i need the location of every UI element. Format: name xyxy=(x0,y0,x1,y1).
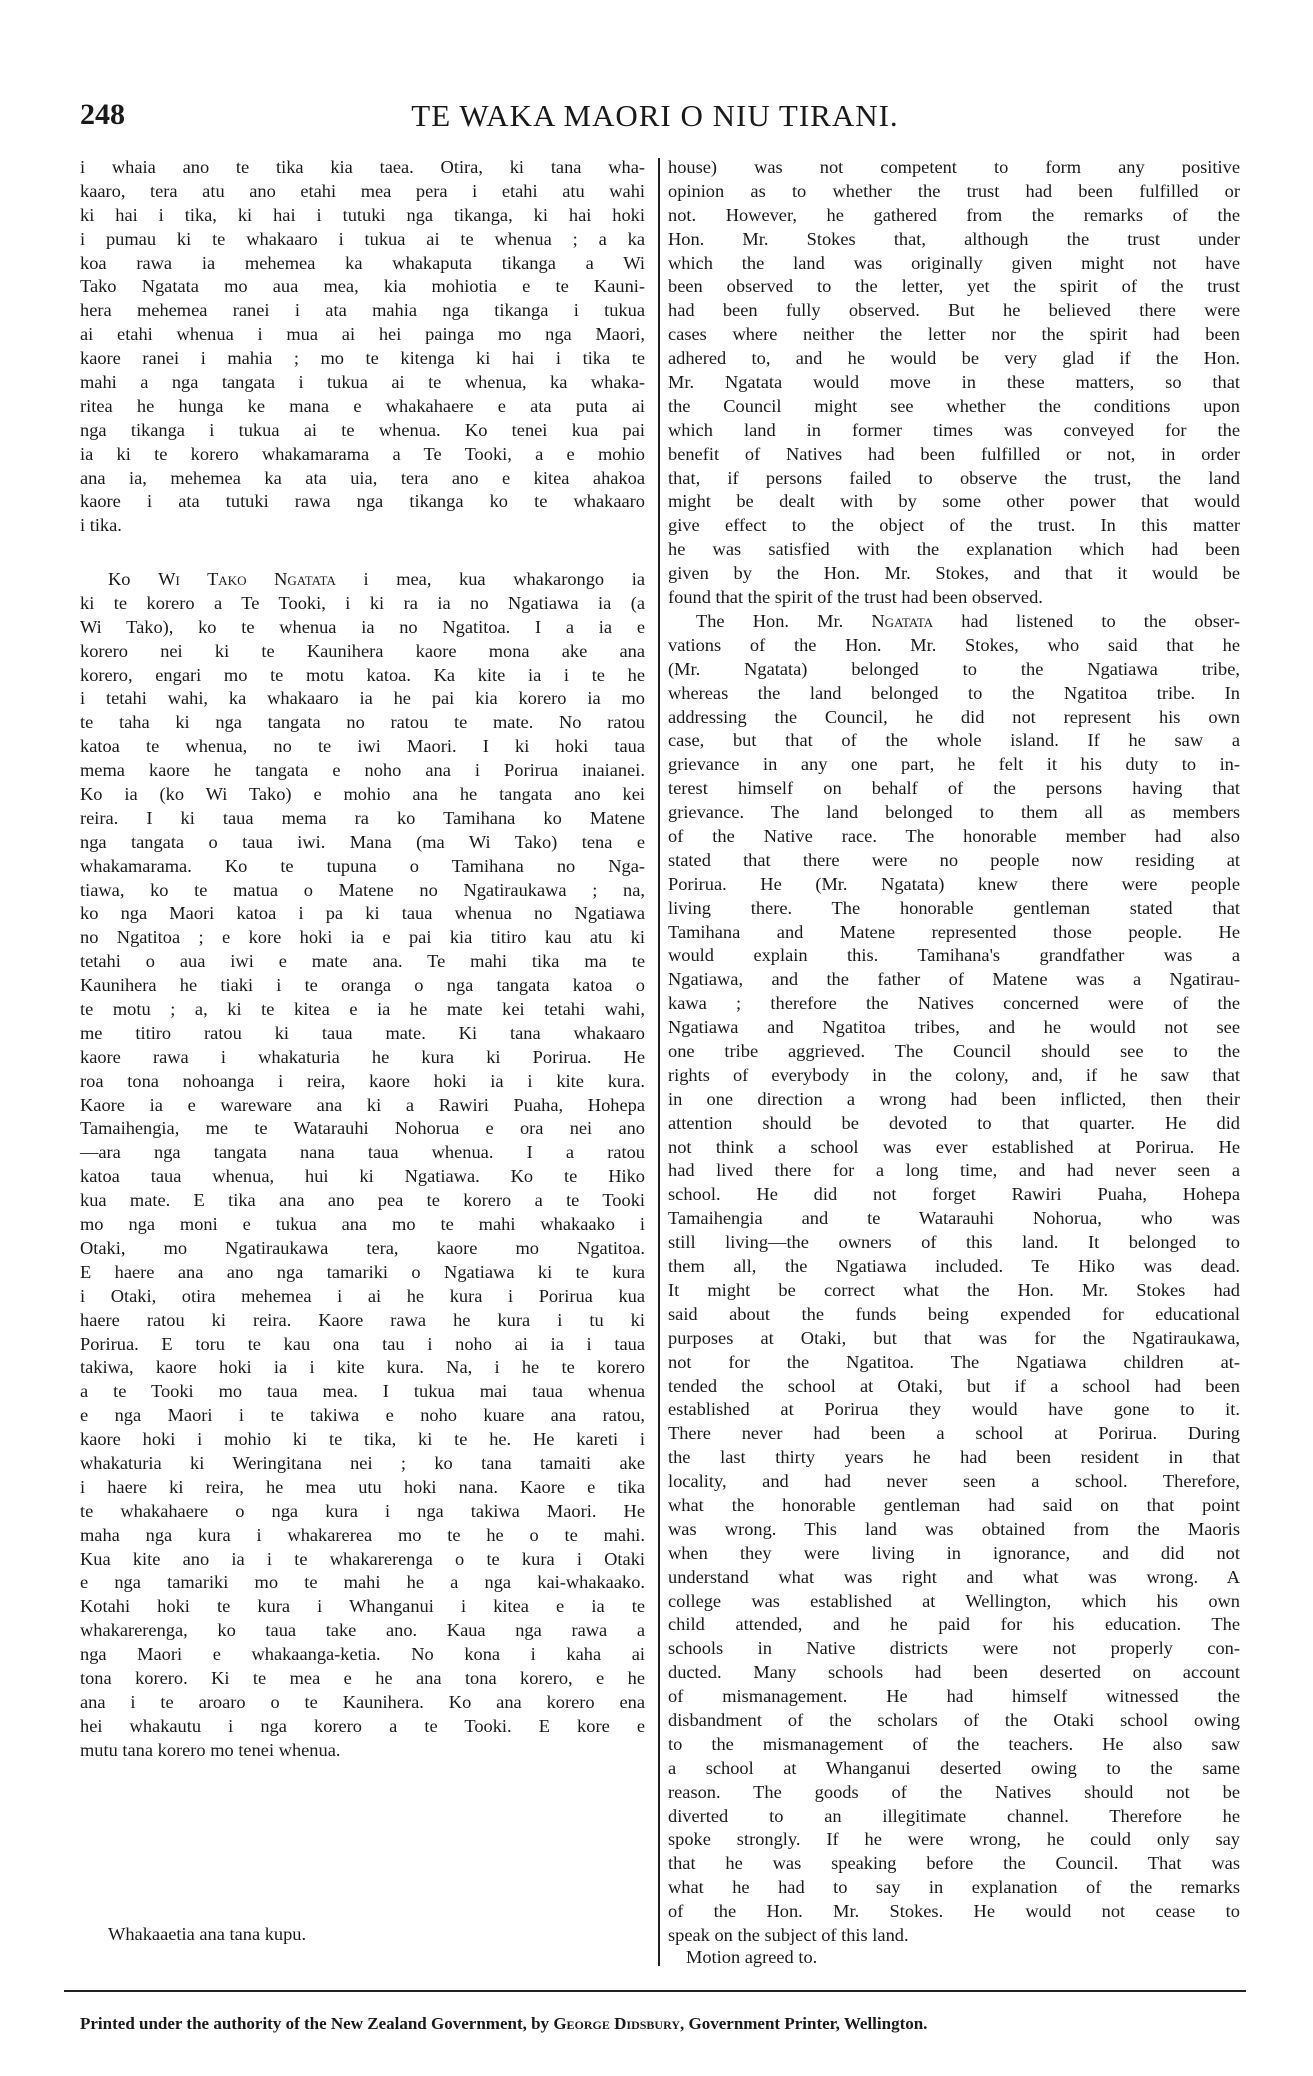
text-line: said about the funds being expended for educational xyxy=(668,1303,1240,1324)
text-line: one tribe aggrieved. The Council should see to the xyxy=(668,1041,1240,1062)
text-line: reason. The goods of the Natives should not be xyxy=(668,1781,1240,1802)
text-line: roa tona nohoanga i reira, kaore hoki ia i kite kura. xyxy=(80,1070,645,1091)
text-line: kaore i ata tutuki rawa nga tikanga ko te whakaaro xyxy=(80,491,645,512)
text-line: was wrong. This land was obtained from the Maoris xyxy=(668,1518,1240,1539)
text-line: Ko ia (ko Wi Tako) e mohio ana he tangata ano kei xyxy=(80,784,645,805)
text-line: whereas the land belonged to the Ngatitoa tribe. In xyxy=(668,682,1240,703)
text-line: tiawa, ko te matua o Matene no Ngatiraukawa ; na, xyxy=(80,879,645,900)
text-line: It might be correct what the Hon. Mr. Stokes had xyxy=(668,1279,1240,1300)
text-line: hera mehemea ranei i ata mahia nga tikanga i tukua xyxy=(80,300,645,321)
text-line: te taha ki nga tangata no ratou te mate. No ratou xyxy=(80,712,645,733)
text-line: Tako Ngatata mo aua mea, kia mohiotia e te Kauni- xyxy=(80,276,645,297)
text-line: —ara nga tangata nana taua whenua. I a ratou xyxy=(80,1142,645,1163)
text-line: nga tikanga i tukua ai te whenua. Ko tenei kua pai xyxy=(80,419,645,440)
text-line: ducted. Many schools had been deserted on account xyxy=(668,1662,1240,1683)
text-line: korero, engari mo te motu katoa. Ka kite ia i te he xyxy=(80,664,645,685)
text-line: give effect to the object of the trust. In this matter xyxy=(668,515,1240,536)
text-line: he was satisfied with the explanation which had been xyxy=(668,539,1240,560)
text-line: adhered to, and he would be very glad if the Hon. xyxy=(668,348,1240,369)
text-line: i pumau ki te whakaaro i tukua ai te whenua ; a ka xyxy=(80,228,645,249)
text-line: schools in Native districts were not properly con- xyxy=(668,1638,1240,1659)
text-line: the last thirty years he had been resident in that xyxy=(668,1447,1240,1468)
text-line: ana i te aroaro o te Kaunihera. Ko ana korero ena xyxy=(80,1691,645,1712)
text-line xyxy=(80,568,645,592)
text-line: not think a school was ever established at Porirua. He xyxy=(668,1136,1240,1157)
text-line: understand what was right and what was wrong. A xyxy=(668,1566,1240,1587)
text-line: to the mismanagement of the teachers. He also saw xyxy=(668,1733,1240,1754)
text-line: purposes at Otaki, but that was for the Ngatiraukawa, xyxy=(668,1327,1240,1348)
text-line: ko nga Maori katoa i pa ki taua whenua no Ngatiawa xyxy=(80,903,645,924)
text-line: child attended, and he paid for his education. The xyxy=(668,1614,1240,1635)
text-line: not. However, he gathered from the remarks of the xyxy=(668,204,1240,225)
imprint-text-end: , Government Printer, Wellington. xyxy=(680,2014,928,2033)
text-line: kaore rawa i whakaturia he kura ki Porirua. He xyxy=(80,1046,645,1067)
text-line: nga tangata o taua iwi. Mana (ma Wi Tako) tena e xyxy=(80,831,645,852)
text-line: mutu tana korero mo tenei whenua. xyxy=(80,1739,341,1760)
text-line: benefit of Natives had been fulfilled or not, in order xyxy=(668,443,1240,464)
text-line: i haere ki reira, he mea utu hoki nana. Kaore e tika xyxy=(80,1476,645,1497)
text-line: had lived there for a long time, and had never seen a xyxy=(668,1160,1240,1181)
text-line: kawa ; therefore the Natives concerned were of the xyxy=(668,993,1240,1014)
text-line: e nga tamariki mo te mahi he a nga kai-whakaako. xyxy=(80,1572,645,1593)
text-line: attention should be devoted to that quarter. He did xyxy=(668,1112,1240,1133)
speaker-name: Ngatata xyxy=(871,611,934,631)
speaker-name: Wi Tako Ngatata xyxy=(158,569,336,589)
text-line: them all, the Ngatiawa included. Te Hiko was dead. xyxy=(668,1256,1240,1277)
text-line: vations of the Hon. Mr. Stokes, who said that he xyxy=(668,634,1240,655)
text-line: of the Native race. The honorable member had also xyxy=(668,826,1240,847)
left-column-closing: Whakaaetia ana tana kupu. xyxy=(108,1924,307,1944)
text-line: a te Tooki mo taua mea. I tukua mai taua whenua xyxy=(80,1381,645,1402)
text-line: whakamarama. Ko te tupuna o Tamihana no Nga- xyxy=(80,855,645,876)
text-line: had been fully observed. But he believed there were xyxy=(668,300,1240,321)
text-line: kua mate. E tika ana ano pea te korero a te Tooki xyxy=(80,1190,645,1211)
printer-name: George Didsbury xyxy=(553,2014,680,2033)
text-line: tended the school at Otaki, but if a school had been xyxy=(668,1375,1240,1396)
text-line xyxy=(668,610,1240,634)
text-line: i Otaki, otira mehemea i ai he kura i Porirua kua xyxy=(80,1285,645,1306)
text-line: still living—the owners of this land. It belonged to xyxy=(668,1232,1240,1253)
text-line: of the Hon. Mr. Stokes. He would not cease to xyxy=(668,1901,1240,1922)
text-line: (Mr. Ngatata) belonged to the Ngatiawa tribe, xyxy=(668,658,1240,679)
text-line: mema kaore he tangata e noho ana i Porirua inaianei. xyxy=(80,760,645,781)
text-line: me titiro ratou ki taua mate. Ki tana whakaaro xyxy=(80,1022,645,1043)
text-segment: had listened to the obser- xyxy=(933,611,1240,631)
text-line: Ngatiawa and Ngatitoa tribes, and he would not see xyxy=(668,1017,1240,1038)
text-line: speak on the subject of this land. xyxy=(668,1924,909,1945)
text-segment: The Hon. Mr. xyxy=(696,611,872,631)
text-line: disbandment of the scholars of the Otaki school owing xyxy=(668,1709,1240,1730)
text-line: of mismanagement. He had himself witnessed the xyxy=(668,1686,1240,1707)
text-line: might be dealt with by some other power that would xyxy=(668,491,1240,512)
text-line: would explain this. Tamihana's grandfather was a xyxy=(668,945,1240,966)
text-line: mo nga moni e tukua ana mo te mahi whakaako i xyxy=(80,1214,645,1235)
text-line: mahi a nga tangata i tukua ai te whenua, ka whaka- xyxy=(80,372,645,393)
text-line: opinion as to whether the trust had been fulfilled or xyxy=(668,180,1240,201)
text-line: whakaturia ki Weringitana nei ; ko tana tamaiti ake xyxy=(80,1452,645,1473)
text-line: i whaia ano te tika kia taea. Otira, ki tana wha- xyxy=(80,157,645,177)
text-line: found that the spirit of the trust had been observed. xyxy=(668,587,1043,608)
footer-rule xyxy=(64,1990,1246,1992)
text-line: Porirua. He (Mr. Ngatata) knew there were people xyxy=(668,873,1240,894)
text-line: takiwa, kaore hoki ia i kite kura. Na, i he te korero xyxy=(80,1357,645,1378)
text-line: when they were living in ignorance, and did not xyxy=(668,1542,1240,1563)
text-line: Kua kite ano ia i te whakarerenga o te kura i Otaki xyxy=(80,1548,645,1569)
text-line: rights of everybody in the colony, and, if he saw that xyxy=(668,1064,1240,1085)
text-line: kaore ranei i mahia ; mo te kitenga ki hai i tika te xyxy=(80,348,645,369)
text-line: spoke strongly. If he were wrong, he could only say xyxy=(668,1829,1240,1850)
text-line: korero nei ki te Kaunihera kaore mona ake ana xyxy=(80,640,645,661)
text-line: Kotahi hoki te kura i Whanganui i kitea e ia te xyxy=(80,1596,645,1617)
text-line: e nga Maori i te takiwa e noho kuare ana ratou, xyxy=(80,1405,645,1426)
text-line: ana ia, mehemea ka ata uia, tera ano e kitea ahakoa xyxy=(80,467,645,488)
text-line: katoa te whenua, no te iwi Maori. I ki hoki taua xyxy=(80,736,645,757)
column-divider xyxy=(658,158,660,1966)
text-line: locality, and had never seen a school. Therefore, xyxy=(668,1471,1240,1492)
text-line: that he was speaking before the Council. That was xyxy=(668,1853,1240,1874)
text-line: Tamihana and Matene represented those people. He xyxy=(668,921,1240,942)
text-line: tetahi o aua iwi e mate ana. Te mahi tika ma te xyxy=(80,951,645,972)
left-column-paragraph-1 xyxy=(80,156,645,538)
page-number: 248 xyxy=(80,98,125,131)
text-line: not for the Ngatitoa. The Ngatiawa children at- xyxy=(668,1351,1240,1372)
text-line: that, if persons failed to observe the trust, the land xyxy=(668,467,1240,488)
text-line: Tamaihengia, me te Watarauhi Nohorua e ora nei ano xyxy=(80,1118,645,1139)
text-line: Tamaihengia and te Watarauhi Nohorua, who was xyxy=(668,1208,1240,1229)
text-line: ia ki te korero whakamarama a Te Tooki, a e mohio xyxy=(80,443,645,464)
left-column-paragraph-2 xyxy=(80,568,645,1763)
text-line: i tetahi wahi, ka whakaaro ia he pai kia korero ia mo xyxy=(80,688,645,709)
text-line: what the honorable gentleman had said on that point xyxy=(668,1494,1240,1515)
text-line: which the land was originally given might not have xyxy=(668,252,1240,273)
text-line: addressing the Council, he did not represent his own xyxy=(668,706,1240,727)
text-line: diverted to an illegitimate channel. Therefore he xyxy=(668,1805,1240,1826)
text-line: reira. I ki taua mema ra ko Tamihana ko Matene xyxy=(80,807,645,828)
text-line: Mr. Ngatata would move in these matters, so that xyxy=(668,372,1240,393)
text-line: Porirua. E toru te kau ona tau i noho ai ia i taua xyxy=(80,1333,645,1354)
right-column-paragraph-2 xyxy=(668,610,1240,1948)
text-line: Otaki, mo Ngatiraukawa tera, kaore mo Ngatitoa. xyxy=(80,1237,645,1258)
text-line: grievance in any one part, he felt it his duty to in- xyxy=(668,754,1240,775)
text-line: Wi Tako), ko te whenua ia no Ngatitoa. I a ia e xyxy=(80,616,645,637)
text-line: ai etahi whenua i mua ai hei painga mo nga Maori, xyxy=(80,324,645,345)
printer-imprint xyxy=(80,2014,927,2034)
text-segment: i mea, kua whakarongo ia xyxy=(335,569,645,589)
text-line: There never had been a school at Porirua. During xyxy=(668,1423,1240,1444)
right-column-closing: Motion agreed to. xyxy=(686,1947,818,1967)
text-line: established at Porirua they would have gone to it. xyxy=(668,1399,1240,1420)
text-line: haere ratou ki reira. Kaore rawa he kura i tu ki xyxy=(80,1309,645,1330)
text-line: Hon. Mr. Stokes that, although the trust under xyxy=(668,228,1240,249)
text-line: kaaro, tera atu ano etahi mea pera i etahi atu wahi xyxy=(80,180,645,201)
text-line: a school at Whanganui deserted owing to the same xyxy=(668,1757,1240,1778)
text-line: school. He did not forget Rawiri Puaha, Hohepa xyxy=(668,1184,1240,1205)
text-line: Kaore ia e wareware ana ki a Rawiri Puaha, Hohepa xyxy=(80,1094,645,1115)
text-line: been observed to the letter, yet the spirit of the trust xyxy=(668,276,1240,297)
text-line: in one direction a wrong had been inflicted, then their xyxy=(668,1088,1240,1109)
text-line: what he had to say in explanation of the remarks xyxy=(668,1877,1240,1898)
text-line: te whakahaere o nga kura i nga takiwa Maori. He xyxy=(80,1500,645,1521)
text-line: stated that there were no people now residing at xyxy=(668,849,1240,870)
text-segment: Ko xyxy=(108,569,159,589)
text-line: katoa taua whenua, hui ki Ngatiawa. Ko te Hiko xyxy=(80,1166,645,1187)
right-column-paragraph-1 xyxy=(668,156,1240,610)
text-line: college was established at Wellington, which his own xyxy=(668,1590,1240,1611)
text-line: no Ngatitoa ; e kore hoki ia e pai kia titiro kau atu ki xyxy=(80,927,645,948)
text-line: cases where neither the letter nor the spirit had been xyxy=(668,324,1240,345)
text-line: house) was not competent to form any positive xyxy=(668,157,1240,177)
imprint-text: Printed under the authority of the New Zealand Government, by xyxy=(80,2014,554,2033)
text-line: whakarerenga, ko taua take ano. Kaua nga rawa a xyxy=(80,1620,645,1641)
text-line: tona korero. Ki te mea e he ana tona korero, e he xyxy=(80,1667,645,1688)
text-line: nga Maori e whakaanga-ketia. No kona i kaha ai xyxy=(80,1644,645,1665)
text-line: i tika. xyxy=(80,515,122,536)
text-line: case, but that of the whole island. If he saw a xyxy=(668,730,1240,751)
text-line: Kaunihera he tiaki i te oranga o nga tangata katoa o xyxy=(80,975,645,996)
text-line: which land in former times was conveyed for the xyxy=(668,419,1240,440)
text-line: living there. The honorable gentleman stated that xyxy=(668,897,1240,918)
text-line: Ngatiawa, and the father of Matene was a Ngatirau- xyxy=(668,969,1240,990)
text-line: ki hai i tika, ki hai i tutuki nga tikanga, ki hai hoki xyxy=(80,204,645,225)
text-line: maha nga kura i whakarerea mo te he o te mahi. xyxy=(80,1524,645,1545)
text-line: grievance. The land belonged to them all as members xyxy=(668,802,1240,823)
text-line: koa rawa ia mehemea ka whakaputa tikanga a Wi xyxy=(80,252,645,273)
text-line: te motu ; a, ki te kitea e ia he mate kei tetahi wahi, xyxy=(80,999,645,1020)
text-line: terest himself on behalf of the persons having that xyxy=(668,778,1240,799)
text-line: hei whakautu i nga korero a te Tooki. E kore e xyxy=(80,1715,645,1736)
text-line: E haere ana ano nga tamariki o Ngatiawa ki te kura xyxy=(80,1261,645,1282)
text-line: ritea he hunga ke mana e whakahaere e ata puta ai xyxy=(80,395,645,416)
page-title: TE WAKA MAORI O NIU TIRANI. xyxy=(411,98,899,133)
text-line: kaore hoki i mohio ki te tika, ki te he. He kareti i xyxy=(80,1429,645,1450)
text-line: given by the Hon. Mr. Stokes, and that it would be xyxy=(668,563,1240,584)
text-line: the Council might see whether the conditions upon xyxy=(668,395,1240,416)
text-line: ki te korero a Te Tooki, i ki ra ia no Ngatiawa ia (a xyxy=(80,592,645,613)
